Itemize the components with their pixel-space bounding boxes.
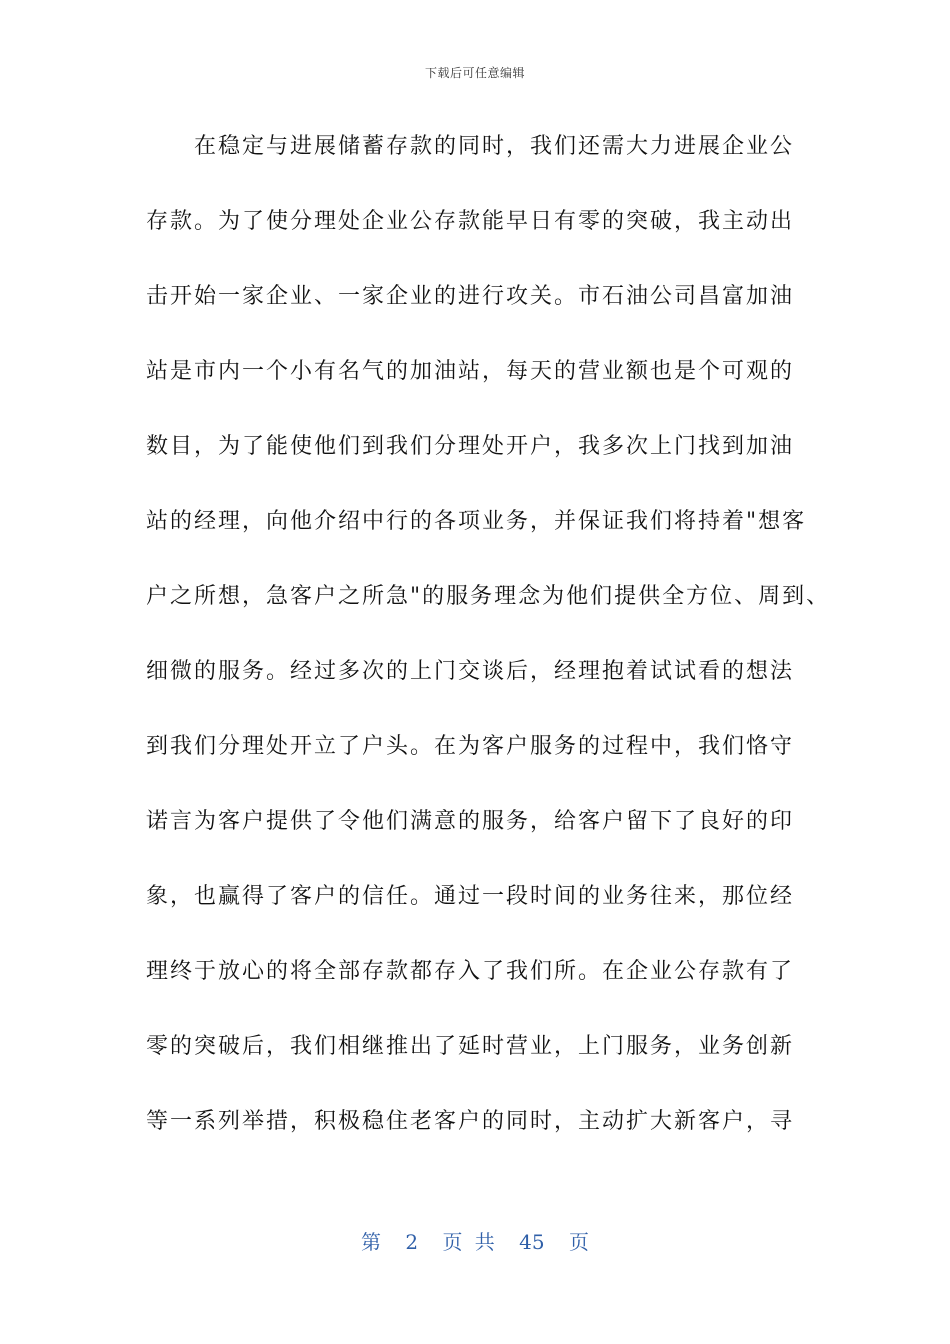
text-line: 击开始一家企业、一家企业的进行攻关。市石油公司昌富加油 xyxy=(146,284,795,309)
text-line: 数目，为了能使他们到我们分理处开户，我多次上门找到加油 xyxy=(146,434,795,459)
header-note: 下载后可任意编辑 xyxy=(424,66,525,80)
text-line: 站的经理，向他介绍中行的各项业务，并保证我们将持着"想客 xyxy=(146,509,807,534)
text-line: 零的突破后，我们相继推出了延时营业，上门服务，业务创新 xyxy=(146,1034,795,1059)
text-line: 在稳定与进展储蓄存款的同时，我们还需大力进展企业公 xyxy=(146,134,795,159)
text-line: 户之所想，急客户之所急"的服务理念为他们提供全方位、周到、 xyxy=(146,584,831,609)
text-line: 到我们分理处开立了户头。在为客户服务的过程中，我们恪守 xyxy=(146,734,795,759)
text-line: 细微的服务。经过多次的上门交谈后，经理抱着试试看的想法 xyxy=(146,659,795,684)
text-line: 理终于放心的将全部存款都存入了我们所。在企业公存款有了 xyxy=(146,959,795,984)
text-line: 站是市内一个小有名气的加油站，每天的营业额也是个可观的 xyxy=(146,359,795,384)
text-line: 等一系列举措，积极稳住老客户的同时，主动扩大新客户，寻 xyxy=(146,1109,795,1134)
page-footer xyxy=(0,1226,950,1255)
footer-prefix: 第 xyxy=(361,1230,381,1254)
footer-suffix: 页 xyxy=(568,1230,589,1254)
footer-middle: 页 共 xyxy=(442,1230,495,1254)
text-line: 诺言为客户提供了令他们满意的服务，给客户留下了良好的印 xyxy=(146,809,795,834)
footer-page-number: 2 xyxy=(405,1230,419,1254)
footer-total-pages: 45 xyxy=(519,1230,545,1254)
text-line: 象，也赢得了客户的信任。通过一段时间的业务往来，那位经 xyxy=(146,884,795,909)
body-text xyxy=(146,124,831,1174)
text-line: 存款。为了使分理处企业公存款能早日有零的突破，我主动出 xyxy=(146,209,795,234)
